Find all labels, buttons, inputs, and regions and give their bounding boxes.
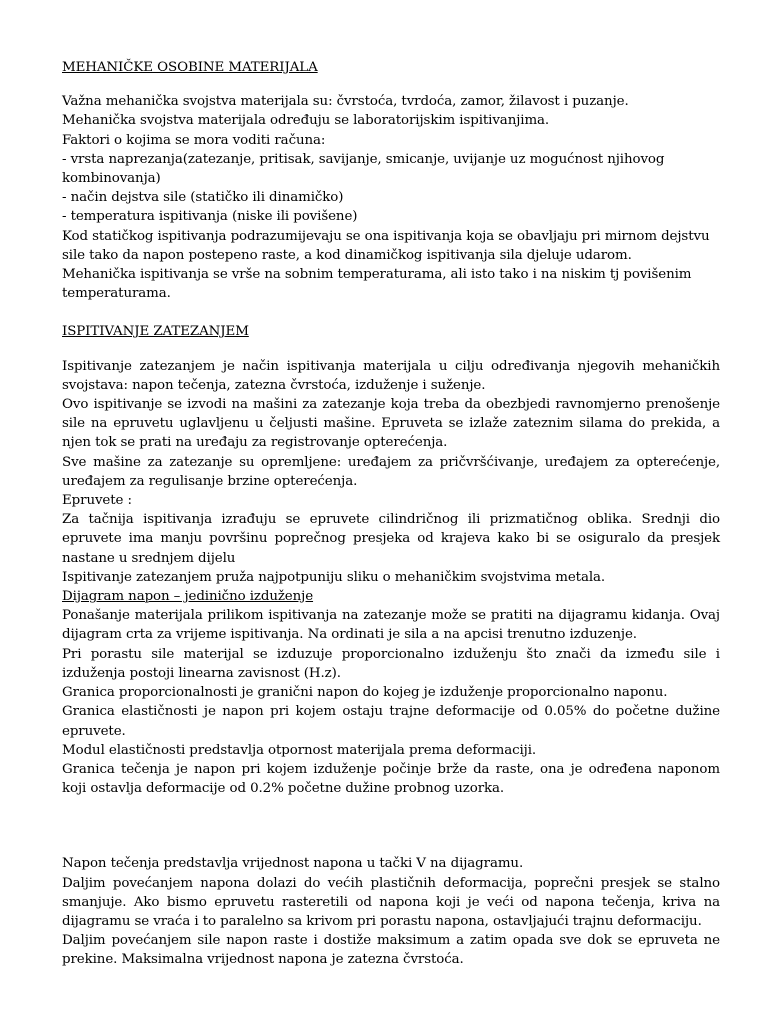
paragraph: Granica elastičnosti je napon pri kojem ostaju trajne deformacije od 0.05% do početne dužine epruvete. bbox=[62, 704, 720, 739]
paragraph: Napon tečenja predstavlja vrijednost napona u tački V na dijagramu. bbox=[62, 856, 524, 872]
paragraph: Ispitivanje zatezanjem pruža najpotpuniju sliku o mehaničkim svojstvima metala. bbox=[62, 569, 606, 585]
section-ispitivanje-zatezanjem bbox=[62, 357, 720, 970]
section-heading-mehanicke-osobine: MEHANIČKE OSOBINE MATERIJALA bbox=[62, 60, 318, 75]
list-item: - vrsta naprezanja(zatezanje, pritisak, savijanje, smicanje, uvijanje uz mogućnost njihovog kombinovanja) bbox=[62, 151, 665, 187]
list-item: - način dejstva sile (statičko ili dinamičko) bbox=[62, 190, 344, 206]
paragraph: Granica proporcionalnosti je granični napon do kojeg je izduženje proporcionalno naponu. bbox=[62, 685, 668, 701]
paragraph: Ovo ispitivanje se izvodi na mašini za zatezanje koja treba da obezbjedi ravnomjerno prenošenje sile na epruvetu uglavljenu u čeljusti mašine. Epruveta se izlaže zateznim silama do prekida, a njen tok se prati na uređaju za registrovanje opterećenja. bbox=[62, 397, 720, 451]
list-item: - temperatura ispitivanja (niske ili povišene) bbox=[62, 209, 358, 225]
paragraph: Ispitivanje zatezanjem je način ispitivanja materijala u cilju određivanja njegovih mehaničkih svojstava: napon tečenja, zatezna čvrstoća, izduženje i suženje. bbox=[62, 358, 720, 393]
paragraph: Daljim povećanjem sile napon raste i dostiže maksimum a zatim opada sve dok se epruveta ne prekine. Maksimalna vrijednost napona je zatezna čvrstoća. bbox=[62, 933, 720, 968]
paragraph: Mehanička ispitivanja se vrše na sobnim temperaturama, ali isto tako i na niskim tj povišenim temperaturama. bbox=[62, 267, 692, 302]
subheading-dijagram: Dijagram napon – jedinično izduženje bbox=[62, 589, 314, 605]
paragraph: Granica tečenja je napon pri kojem izduženje počinje brže da raste, ona je određena naponom koji ostavlja deformacije od 0.2% početne dužine probnog uzorka. bbox=[62, 761, 720, 797]
paragraph: Daljim povećanjem napona dolazi do većih plastičnih deformacija, poprečni presjek se stalno smanjuje. Ako bismo epruvetu rasteretili od napona koji je veći od napona tečenja, kriva na dijagramu se vraća i to paralelno sa krivom pri porastu napona, ostavljajući trajnu deformaciju. bbox=[62, 875, 720, 929]
paragraph: Važna mehanička svojstva materijala su: čvrstoća, tvrdoća, zamor, žilavost i puzanje. bbox=[62, 94, 629, 110]
paragraph: Ponašanje materijala prilikom ispitivanja na zatezanje može se pratiti na dijagramu kidanja. Ovaj dijagram crta za vrijeme ispitivanja. Na ordinati je sila a na apcisi trenutno izduzenje. bbox=[62, 608, 720, 643]
paragraph: Faktori o kojima se mora voditi računa: bbox=[62, 132, 326, 148]
paragraph: Epruvete : bbox=[62, 493, 132, 509]
section-heading-ispitivanje-zatezanjem: ISPITIVANJE ZATEZANJEM bbox=[62, 324, 249, 340]
section-mehanicke-osobine bbox=[62, 92, 720, 303]
paragraph: Sve mašine za zatezanje su opremljene: uređajem za pričvršćivanje, uređajem za opterećenje, uređajem za regulisanje brzine opterećenja. bbox=[62, 454, 720, 489]
paragraph: Pri porastu sile materijal se izduzuje proporcionalno izduženju što znači da između sile i izduženja postoji linearna zavisnost (H.z). bbox=[62, 646, 720, 681]
blank-space bbox=[62, 798, 720, 854]
paragraph: Modul elastičnosti predstavlja otpornost materijala prema deformaciji. bbox=[62, 742, 537, 758]
paragraph: Za tačnija ispitivanja izrađuju se epruvete cilindričnog ili prizmatičnog oblika. Srednji dio epruvete ima manju površinu poprečnog presjeka od krajeva kako bi se osiguralo da presjek nastane u srednjem dijelu bbox=[62, 512, 720, 566]
paragraph: Kod statičkog ispitivanja podrazumijevaju se ona ispitivanja koja se obavljaju pri mirnom dejstvu sile tako da napon postepeno raste, a kod dinamičkog ispitivanja sila djeluje udarom. bbox=[62, 228, 710, 263]
document-body bbox=[62, 58, 720, 970]
paragraph: Mehanička svojstva materijala određuju se laboratorijskim ispitivanjima. bbox=[62, 113, 550, 129]
